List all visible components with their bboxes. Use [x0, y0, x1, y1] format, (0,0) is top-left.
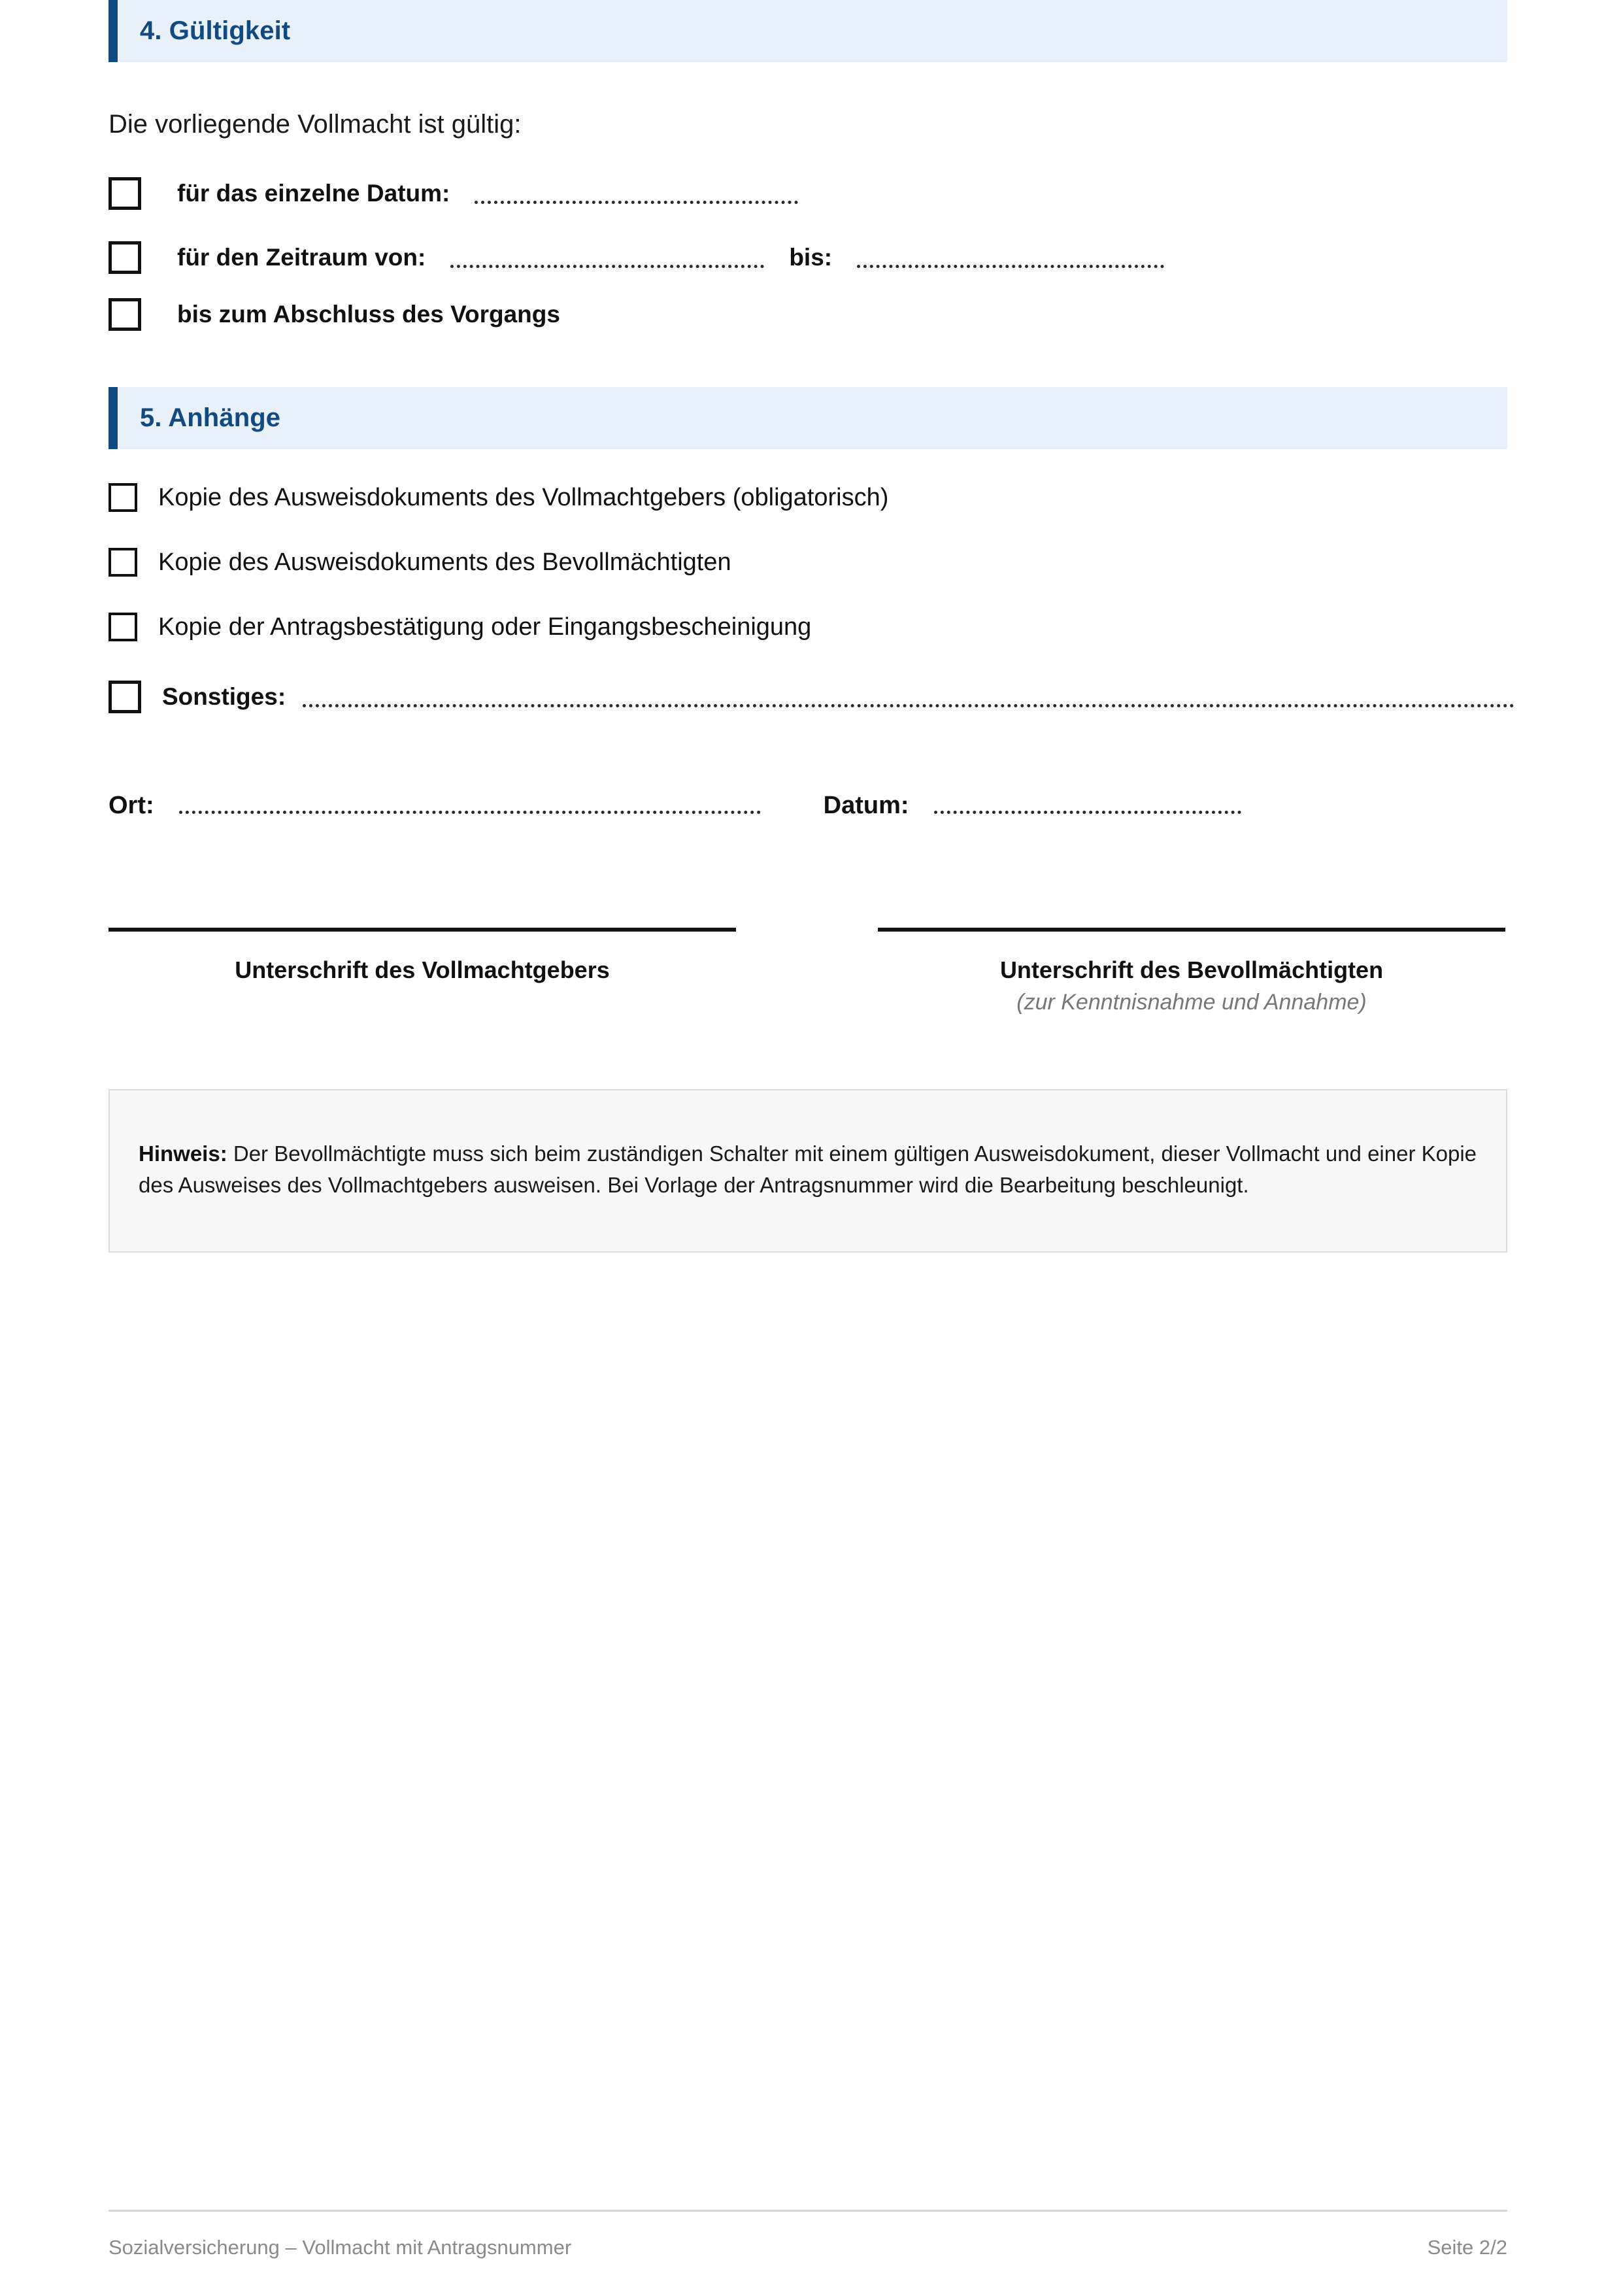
validity-intro-text: Die vorliegende Vollmacht ist gültig: — [109, 110, 522, 139]
checkbox-id-attorney[interactable] — [109, 548, 137, 577]
attachment-option-label: Kopie des Ausweisdokuments des Vollmachtgebers (obligatorisch) — [158, 483, 889, 511]
signature-caption: Unterschrift des Bevollmächtigten — [999, 956, 1384, 983]
place-label: Ort: — [109, 792, 154, 819]
validity-option-until-completion[interactable] — [109, 298, 1514, 331]
signature-row — [109, 928, 1514, 1015]
checkbox-single-date[interactable] — [109, 177, 141, 210]
footer-document-title: Sozialversicherung – Vollmacht mit Antragsnummer — [109, 2236, 572, 2259]
notice-text — [139, 1138, 1477, 1201]
signature-line-attorney[interactable] — [878, 928, 1505, 932]
notice-box — [109, 1089, 1507, 1253]
signature-caption: Unterschrift des Vollmachtgebers — [235, 956, 610, 983]
validity-options — [109, 177, 1514, 331]
period-to-label: bis: — [789, 244, 833, 271]
validity-option-single-date[interactable] — [109, 177, 1514, 210]
signature-block-attorney — [878, 928, 1505, 1015]
attachment-option-label: Kopie des Ausweisdokuments des Bevollmächtigten — [158, 548, 731, 576]
page-footer — [109, 2210, 1507, 2296]
attachment-option-other[interactable] — [109, 681, 1514, 713]
checkbox-other[interactable] — [109, 681, 141, 713]
signature-line-grantor[interactable] — [109, 928, 736, 932]
attachment-options — [109, 483, 1514, 713]
checkbox-until-completion[interactable] — [109, 298, 141, 331]
validity-option-label: für das einzelne Datum: — [177, 180, 450, 207]
validity-option-period[interactable] — [109, 241, 1514, 274]
other-input-line[interactable] — [303, 704, 1514, 707]
footer-page-number: Seite 2/2 — [1427, 2236, 1507, 2259]
attachment-option-confirmation[interactable] — [109, 613, 1514, 641]
notice-lead: Hinweis: — [139, 1141, 227, 1166]
section-title: 4. Gültigkeit — [140, 16, 291, 45]
checkbox-period[interactable] — [109, 241, 141, 274]
checkbox-confirmation[interactable] — [109, 613, 137, 641]
section-header-gueltigkeit — [109, 0, 1507, 62]
date-label: Datum: — [823, 792, 909, 819]
date-input-line[interactable] — [934, 811, 1241, 814]
place-input-line[interactable] — [179, 811, 761, 814]
section-title: 5. Anhänge — [140, 403, 281, 432]
validity-option-label: bis zum Abschluss des Vorgangs — [177, 301, 560, 328]
checkbox-id-grantor[interactable] — [109, 483, 137, 512]
single-date-input-line[interactable] — [475, 201, 798, 204]
section-header-anhaenge — [109, 387, 1507, 449]
signature-block-grantor — [109, 928, 736, 1015]
attachment-option-label: Kopie der Antragsbestätigung oder Eingangsbescheinigung — [158, 613, 812, 641]
notice-body: Der Bevollmächtigte muss sich beim zuständigen Schalter mit einem gültigen Ausweisdokument, dieser Vollmacht und einer Kopie des Ausweises des Vollmachtgebers ausweisen. Bei Vorlage der Antragsnummer wird die Bearbeitung beschleunigt. — [139, 1141, 1477, 1198]
validity-option-label: für den Zeitraum von: — [177, 244, 426, 271]
attachment-option-id-attorney[interactable] — [109, 548, 1514, 577]
signature-subcaption: (zur Kenntnisnahme und Annahme) — [1016, 990, 1367, 1015]
attachment-option-id-grantor[interactable] — [109, 483, 1514, 512]
period-from-input-line[interactable] — [450, 265, 764, 268]
place-date-row — [109, 792, 1514, 820]
period-to-input-line[interactable] — [857, 265, 1164, 268]
attachment-option-label: Sonstiges: — [162, 683, 286, 710]
